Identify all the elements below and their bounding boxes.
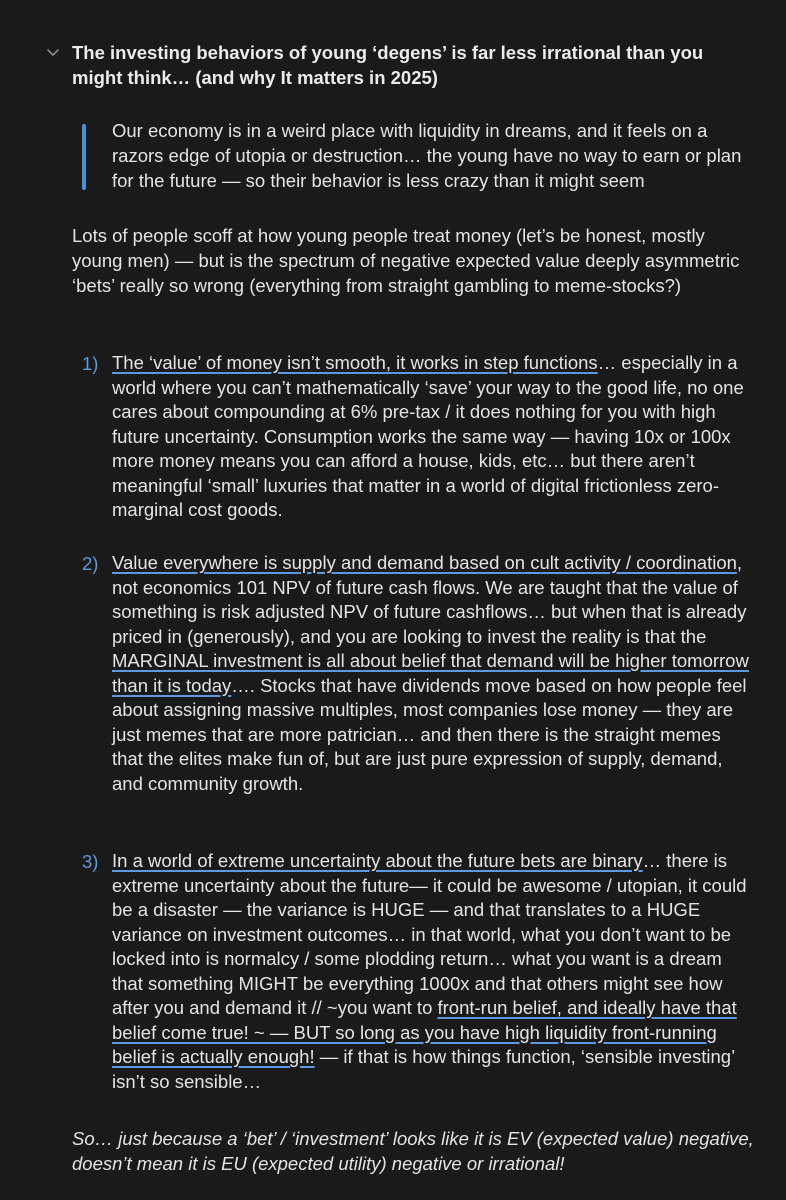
item-body: — if that is how things function, ‘sensible investing’ isn’t so sensible… [112, 1046, 735, 1092]
inline-link[interactable]: MARGINAL investment is all about belief that demand will be higher tomorrow than it is today [112, 650, 749, 696]
closing-paragraph: So… just because a ‘bet’ / ‘investment’ looks like it is EV (expected value) negative, doesn’t mean it is EU (expected utility) negative or irrational! [72, 1128, 754, 1174]
item-body: , not economics 101 NPV of future cash flows. We are taught that the value of something is risk adjusted NPV of future cashflows… but when that is already priced in (generously), and you are looking to invest the reality is that the [112, 552, 747, 647]
inline-link[interactable]: Value everywhere is supply and demand based on cult activity / coordination [112, 552, 737, 573]
item-body: … especially in a world where you can’t mathematically ‘save’ your way to the good life, no one cares about compounding at 6% pre-tax / it does nothing for you with high future uncertainty. Consumption works the same way — having 10x or 100x more money means you can afford a house, kids, etc… but there aren’t meaningful ‘small’ luxuries that matter in a world of digital frictionless zero-marginal cost goods. [112, 352, 744, 520]
quote-bar [82, 124, 86, 190]
list-item-text [112, 849, 752, 1094]
list-number: 1) [82, 353, 99, 374]
inline-link[interactable]: The ‘value’ of money isn’t smooth, it works in step functions [112, 352, 598, 373]
inline-link[interactable]: front-run belief, and ideally have that belief come true! ~ — BUT so long as you have high liquidity front-running belief is actually enough! [112, 997, 737, 1067]
item-body: …. Stocks that have dividends move based on how people feel about assigning massive multiples, most companies lose money — they are just memes that are more patrician… and then there is the straight memes that the elites make fun of, but are just pure expression of supply, demand, and community growth. [112, 674, 747, 794]
chevron-down-icon[interactable] [44, 44, 62, 62]
item-body: … there is extreme uncertainty about the future— it could be awesome / utopian, it could be a disaster — the variance is HUGE — and that translates to a HUGE variance on investment outcomes… in that world, what you don’t want to be locked into is normalcy / some plodding return… what you want is a dream that something MIGHT be everything 1000x and that others might see how after you and demand it // ~you want to [112, 850, 747, 1018]
list-number: 3) [82, 851, 99, 872]
list-item-text [112, 351, 752, 523]
page-title: The investing behaviors of young ‘degens’ is far less irrational than you might think… (and why It matters in 2025) [72, 42, 704, 88]
list-number: 2) [82, 553, 99, 574]
intro-paragraph: Lots of people scoff at how young people treat money (let’s be honest, mostly young men) — but is the spectrum of negative expected value deeply asymmetric ‘bets’ really so wrong (everything from straight gambling to meme-stocks?) [72, 225, 740, 296]
quote-text: Our economy is in a weird place with liquidity in dreams, and it feels on a razors edge of utopia or destruction… the young have no way to earn or plan for the future — so their behavior is less crazy than it might seem [112, 120, 742, 191]
list-item-text [112, 551, 752, 796]
inline-link[interactable]: In a world of extreme uncertainty about the future bets are binary [112, 850, 643, 871]
